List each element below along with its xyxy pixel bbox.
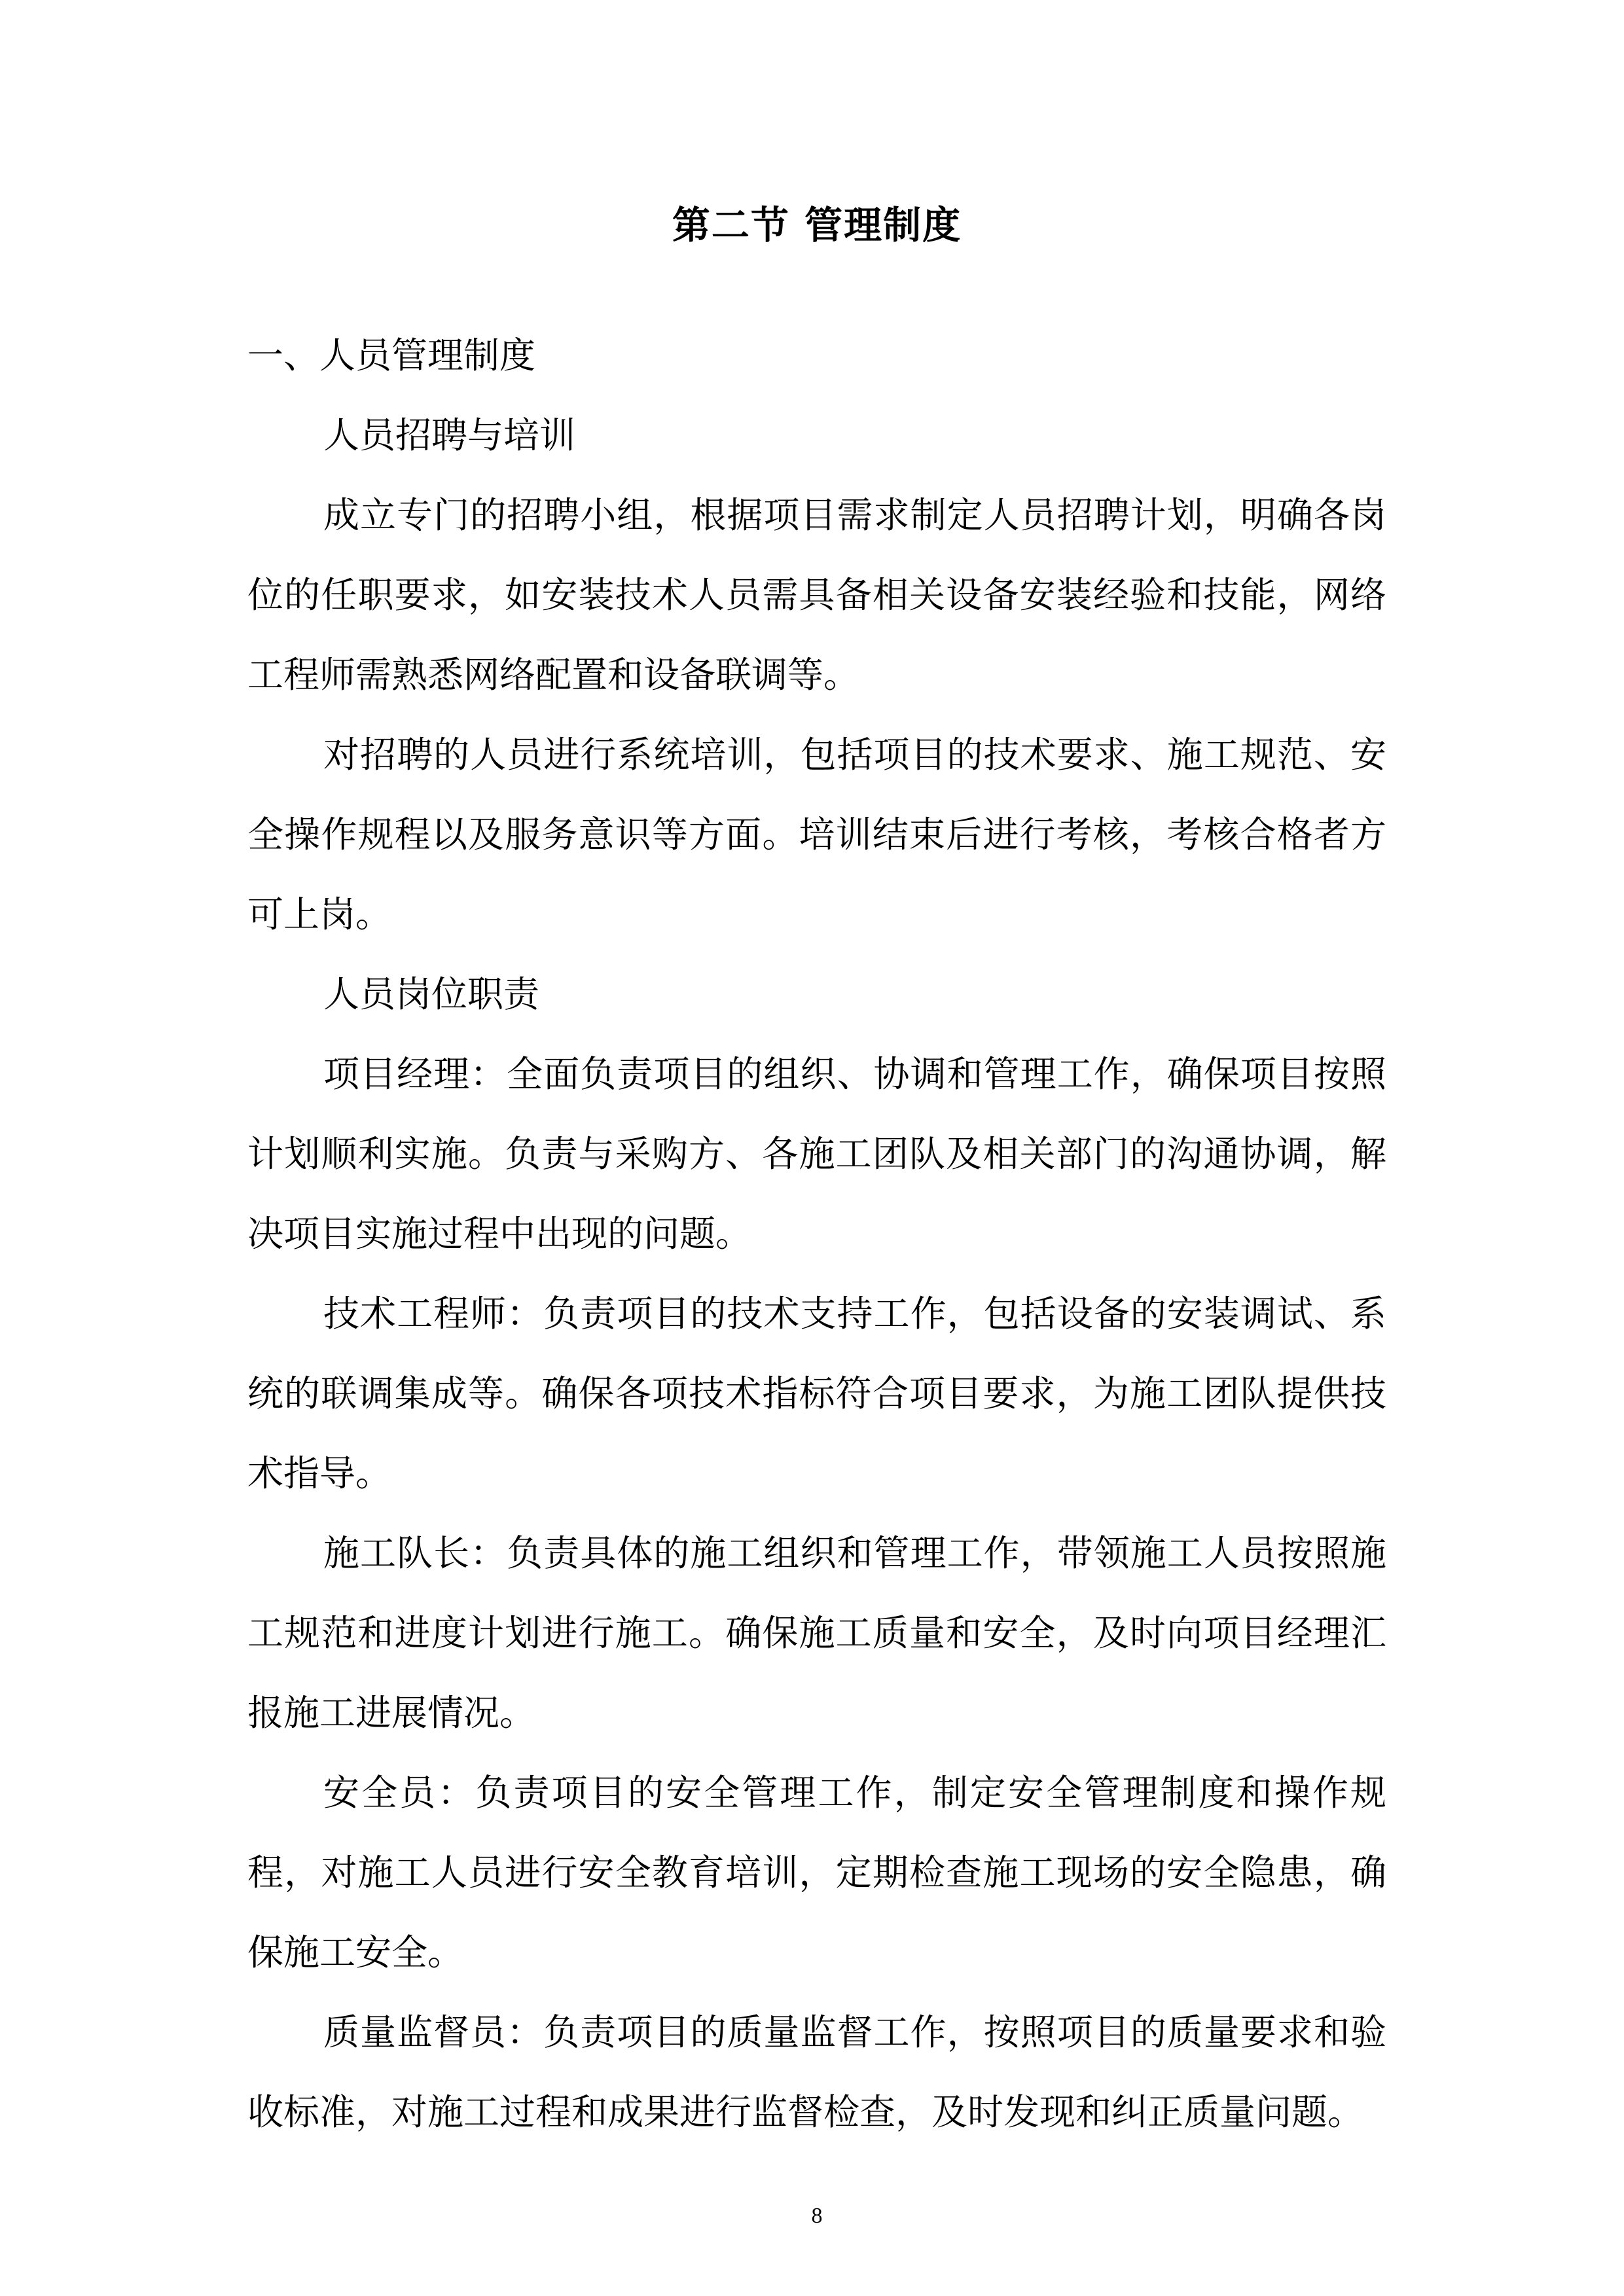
paragraph-recruitment-plan: 成立专门的招聘小组，根据项目需求制定人员招聘计划，明确各岗位的任职要求，如安装技术人员需具备相关设备安装经验和技能，网络工程师需熟悉网络配置和设备联调等。 (247, 494, 1386, 696)
paragraph-technical-engineer: 技术工程师：负责项目的技术支持工作，包括设备的安装调试、系统的联调集成等。确保各项技术指标符合项目要求，为施工团队提供技术指导。 (247, 1293, 1386, 1494)
paragraph-training: 对招聘的人员进行系统培训，包括项目的技术要求、施工规范、安全操作规程以及服务意识等方面。培训结束后进行考核，考核合格者方可上岗。 (247, 734, 1386, 935)
paragraph-safety-officer: 安全员：负责项目的安全管理工作，制定安全管理制度和操作规程，对施工人员进行安全教育培训，定期检查施工现场的安全隐患，确保施工安全。 (247, 1772, 1386, 1973)
paragraph-construction-leader: 施工队长：负责具体的施工组织和管理工作，带领施工人员按照施工规范和进度计划进行施工。确保施工质量和安全，及时向项目经理汇报施工进展情况。 (247, 1532, 1386, 1734)
document-body (247, 315, 1386, 2152)
subheading-recruitment-training: 人员招聘与培训 (323, 414, 576, 456)
page-number: 8 (811, 2204, 823, 2228)
section-title: 第二节 管理制度 (672, 203, 962, 247)
paragraph-project-manager: 项目经理：全面负责项目的组织、协调和管理工作，确保项目按照计划顺利实施。负责与采购方、各施工团队及相关部门的沟通协调，解决项目实施过程中出现的问题。 (247, 1053, 1386, 1255)
paragraph-quality-supervisor: 质量监督员：负责项目的质量监督工作，按照项目的质量要求和验收标准，对施工过程和成果进行监督检查，及时发现和纠正质量问题。 (247, 2011, 1386, 2133)
subheading-job-responsibilities: 人员岗位职责 (323, 973, 540, 1015)
section-heading-personnel-management: 一、人员管理制度 (247, 334, 536, 376)
document-page (247, 0, 1386, 2296)
